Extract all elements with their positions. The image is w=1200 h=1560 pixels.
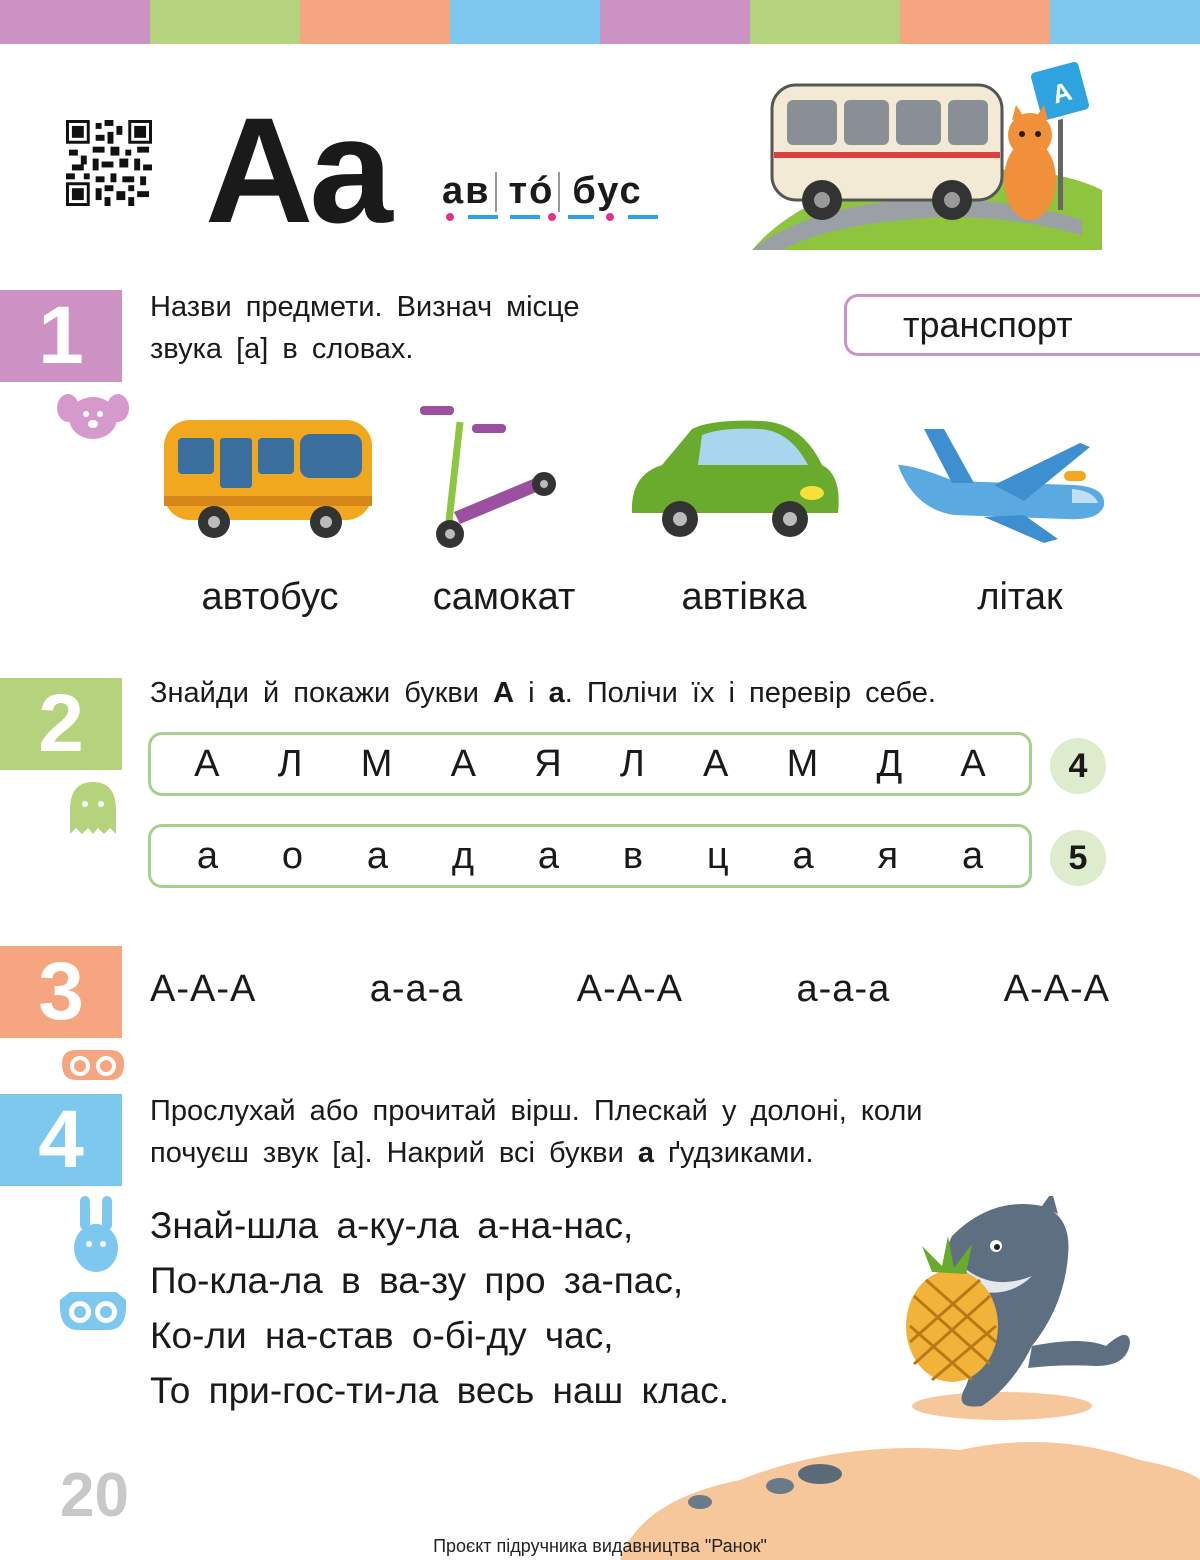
task-2-number: 2 (0, 678, 122, 770)
syllable-3: бус (572, 170, 643, 212)
letter-cell[interactable]: А (703, 742, 729, 785)
task-4-text-1: почуєш звук [а]. Накрий всі букви (150, 1137, 638, 1169)
syllable-2: тó (508, 170, 555, 212)
syllable-divider (495, 172, 505, 212)
color-stripe (0, 0, 1200, 44)
poem-line: То при-гос-ти-ла весь наш клас. (150, 1370, 730, 1411)
syllable-divider (558, 172, 568, 212)
task-2-text-1: Знайди й покажи букви (150, 677, 494, 709)
letter-row-lower (148, 824, 1032, 888)
shark-pineapple-illustration (892, 1196, 1136, 1422)
big-letter-title: Aa (205, 86, 389, 254)
sound-scheme (440, 210, 680, 222)
task-1-number: 1 (0, 290, 122, 382)
footer-credit: Проєкт підручника видавництва "Ранок" (433, 1536, 767, 1556)
plane-picture (894, 425, 1108, 545)
task-4-line-1: Прослухай або прочитай вірш. Плескай у долоні, коли (150, 1095, 923, 1127)
letter-cell[interactable]: в (622, 834, 644, 877)
poem-line: По-кла-ла в ва-зу про за-пас, (150, 1260, 684, 1301)
drill-item: А-А-А (1003, 968, 1110, 1010)
letter-cell[interactable]: Л (619, 742, 645, 785)
drill-item: а-а-а (369, 968, 464, 1010)
count-badge-upper: 4 (1050, 738, 1106, 794)
drill-item: а-а-а (796, 968, 891, 1010)
drill-row (150, 968, 1110, 1011)
letter-cell[interactable]: а (537, 834, 560, 877)
syllable-1: ав (442, 170, 491, 212)
count-badge-lower: 5 (1050, 830, 1106, 886)
task-1-line-1: Назви предмети. Визнач місце (150, 291, 580, 323)
task-4-line-2 (150, 1132, 1150, 1174)
letter-cell[interactable]: о (281, 834, 304, 877)
letter-cell[interactable]: А (194, 742, 220, 785)
task-4-instruction (150, 1090, 1150, 1174)
category-label: транспорт (844, 294, 1200, 356)
task-2-letter-upper: А (493, 677, 515, 709)
letter-cell[interactable]: Л (277, 742, 303, 785)
scooter-picture (410, 402, 560, 552)
letter-cell[interactable]: я (877, 834, 899, 877)
dog-icon (56, 392, 130, 440)
task-3-number: 3 (0, 946, 122, 1038)
task-4-number: 4 (0, 1094, 122, 1186)
letter-cell[interactable]: а (792, 834, 814, 877)
poem-line: Ко-ли на-став о-бі-ду час, (150, 1315, 614, 1356)
task-1-line-2: звука [а] в словах. (150, 333, 414, 365)
task-2-letter-lower: а (548, 677, 565, 709)
owl-icon (56, 1290, 130, 1332)
task-2-instruction (150, 672, 1150, 714)
bunny-icon (72, 1196, 120, 1274)
syllable-word (438, 170, 647, 213)
owl-eyes-icon (58, 1046, 128, 1082)
letter-cell[interactable]: д (451, 834, 475, 877)
word-scooter: самокат (432, 576, 576, 618)
letter-cell[interactable]: а (366, 834, 389, 877)
letter-row-upper (148, 732, 1032, 796)
task-4-letter-bold: а (637, 1137, 654, 1169)
svg-text:А: А (1048, 75, 1075, 110)
page-number: 20 (60, 1461, 129, 1530)
drill-item: А-А-А (576, 968, 684, 1010)
letter-cell[interactable]: а (961, 834, 984, 877)
word-bus: автобус (201, 576, 339, 618)
task-1-instruction (150, 286, 810, 370)
letter-cell[interactable]: А (450, 742, 477, 785)
task-2-text-2: і (514, 677, 549, 709)
letter-cell[interactable]: М (360, 742, 393, 785)
letter-cell[interactable]: а (196, 834, 219, 877)
task-4-text-2: ґудзиками. (653, 1137, 814, 1169)
task-2-text-3: . Полічи їх і перевір себе. (564, 677, 936, 709)
word-car: автівка (681, 576, 807, 618)
word-plane: літак (977, 576, 1063, 618)
letter-cell[interactable]: А (960, 742, 986, 785)
letter-cell[interactable]: ц (706, 834, 729, 877)
qr-code-icon[interactable] (66, 120, 152, 206)
letter-cell[interactable]: М (786, 742, 819, 785)
letter-cell[interactable]: Д (876, 742, 903, 785)
poem (150, 1198, 729, 1418)
octopus-icon (66, 780, 120, 836)
drill-item: А-А-А (150, 968, 257, 1010)
car-picture (622, 415, 844, 545)
letter-cell[interactable]: Я (534, 742, 562, 785)
bus-picture (158, 410, 378, 540)
poem-line: Знай-шла а-ку-ла а-на-нас, (150, 1205, 634, 1246)
bus-stop-illustration (752, 60, 1102, 250)
